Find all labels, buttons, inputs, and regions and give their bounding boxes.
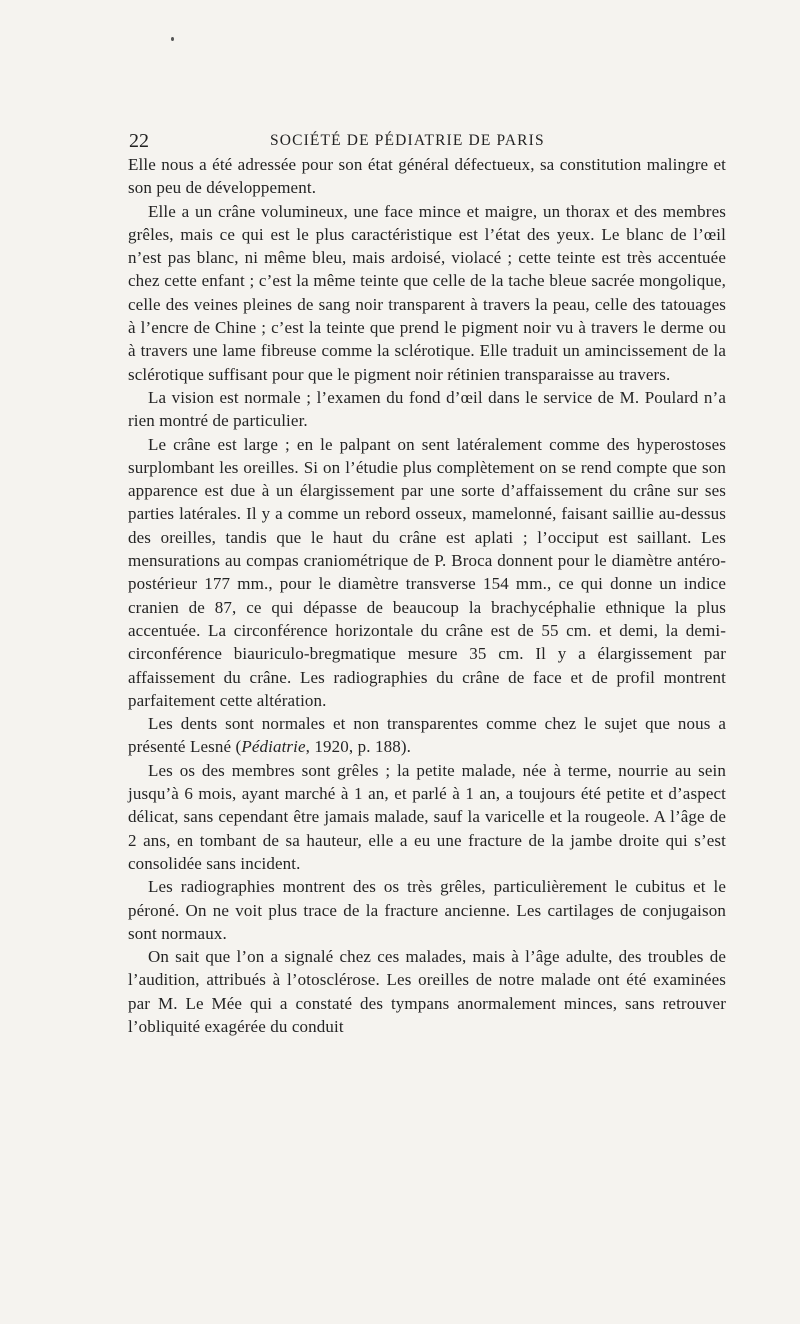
paragraph-7: Les radiographies montrent des os très grêles, particulièrement le cubitus et le péroné. On ne voit plus trace de la fracture ancienne. Les cartilages de conjugaison sont normaux.: [128, 877, 726, 943]
paragraph-3: La vision est normale ; l’examen du fond d’œil dans le service de M. Poulard n’a rien montré de particulier.: [128, 387, 726, 431]
paragraph-8: On sait que l’on a signalé chez ces malades, mais à l’âge adulte, des troubles de l’audition, attribués à l’otosclérose. Les oreilles de notre malade ont été examinées par M. Le Mée qui a constaté des tympans anormalement minces, sans retrouver l’obliquité exagérée du conduit: [128, 947, 726, 1036]
paragraph-5: [128, 712, 726, 759]
paragraph-4: Le crâne est large ; en le palpant on sent latéralement comme des hyperostoses surplombant les oreilles. Si on l’étudie plus complètement on se rend compte que son apparence est due à un élargissement par une sorte d’affaissement du crâne sur ses parties latérales. Il y a comme un rebord osseux, mamelonné, faisant saillie au-dessus des oreilles, tandis que le haut du crâne est aplati ; l’occiput est saillant. Les mensurations au compas craniométrique de P. Broca donnent pour le diamètre antéro-postérieur 177 mm., pour le diamètre transverse 154 mm., ce qui donne un indice cranien de 87, ce qui dépasse de beaucoup la brachycéphalie ethnique la plus accentuée. La circonférence horizontale du crâne est de 55 cm. et demi, la demi-circonférence biauriculo-bregmatique mesure 35 cm. Il y a élargissement par affaissement du crâne. Les radiographies du crâne de face et de profil montrent parfaitement cette altération.: [128, 434, 726, 710]
journal-title: SOCIÉTÉ DE PÉDIATRIE DE PARIS: [270, 132, 545, 149]
paragraph-6: Les os des membres sont grêles ; la petite malade, née à terme, nourrie au sein jusqu’à 6 mois, ayant marché à 1 an, et parlé à 1 an, a toujours été petite et d’aspect délicat, sans cependant être jamais malade, sauf la varicelle et la rougeole. A l’âge de 2 ans, en tombant de sa hauteur, elle a eu une fracture de la jambe droite qui s’est consolidée sans incident.: [128, 760, 726, 873]
journal-reference: Pédiatrie: [241, 737, 306, 757]
print-speck: [171, 37, 174, 41]
paragraph-1: Elle nous a été adressée pour son état général défectueux, sa constitution malingre et son peu de développement.: [128, 155, 726, 198]
running-header: [129, 130, 725, 154]
paragraph-5-text-start: Les dents sont normales et non transparentes comme chez le sujet que nous a présenté Lesné (: [128, 714, 726, 757]
article-body: [128, 153, 726, 1038]
paragraph-2: Elle a un crâne volumineux, une face mince et maigre, un thorax et des membres grêles, mais ce qui est le plus caractéristique est l’état des yeux. Le blanc de l’œil n’est pas blanc, ni même bleu, mais ardoisé, violacé ; cette teinte est très accentuée chez cette enfant ; c’est la même teinte que celle de la tache bleue sacrée mongolique, celle des veines pleines de sang noir transparent à travers la peau, celle des tatouages à l’encre de Chine ; c’est la teinte que prend le pigment noir vu à travers le derme ou à travers une lame fibreuse comme la sclérotique. Elle traduit un amincissement de la sclérotique suffisant pour que le pigment noir rétinien transparaisse au travers.: [128, 201, 726, 384]
paragraph-5-text-end: , 1920, p. 188).: [305, 737, 411, 757]
page-number: 22: [129, 130, 149, 152]
